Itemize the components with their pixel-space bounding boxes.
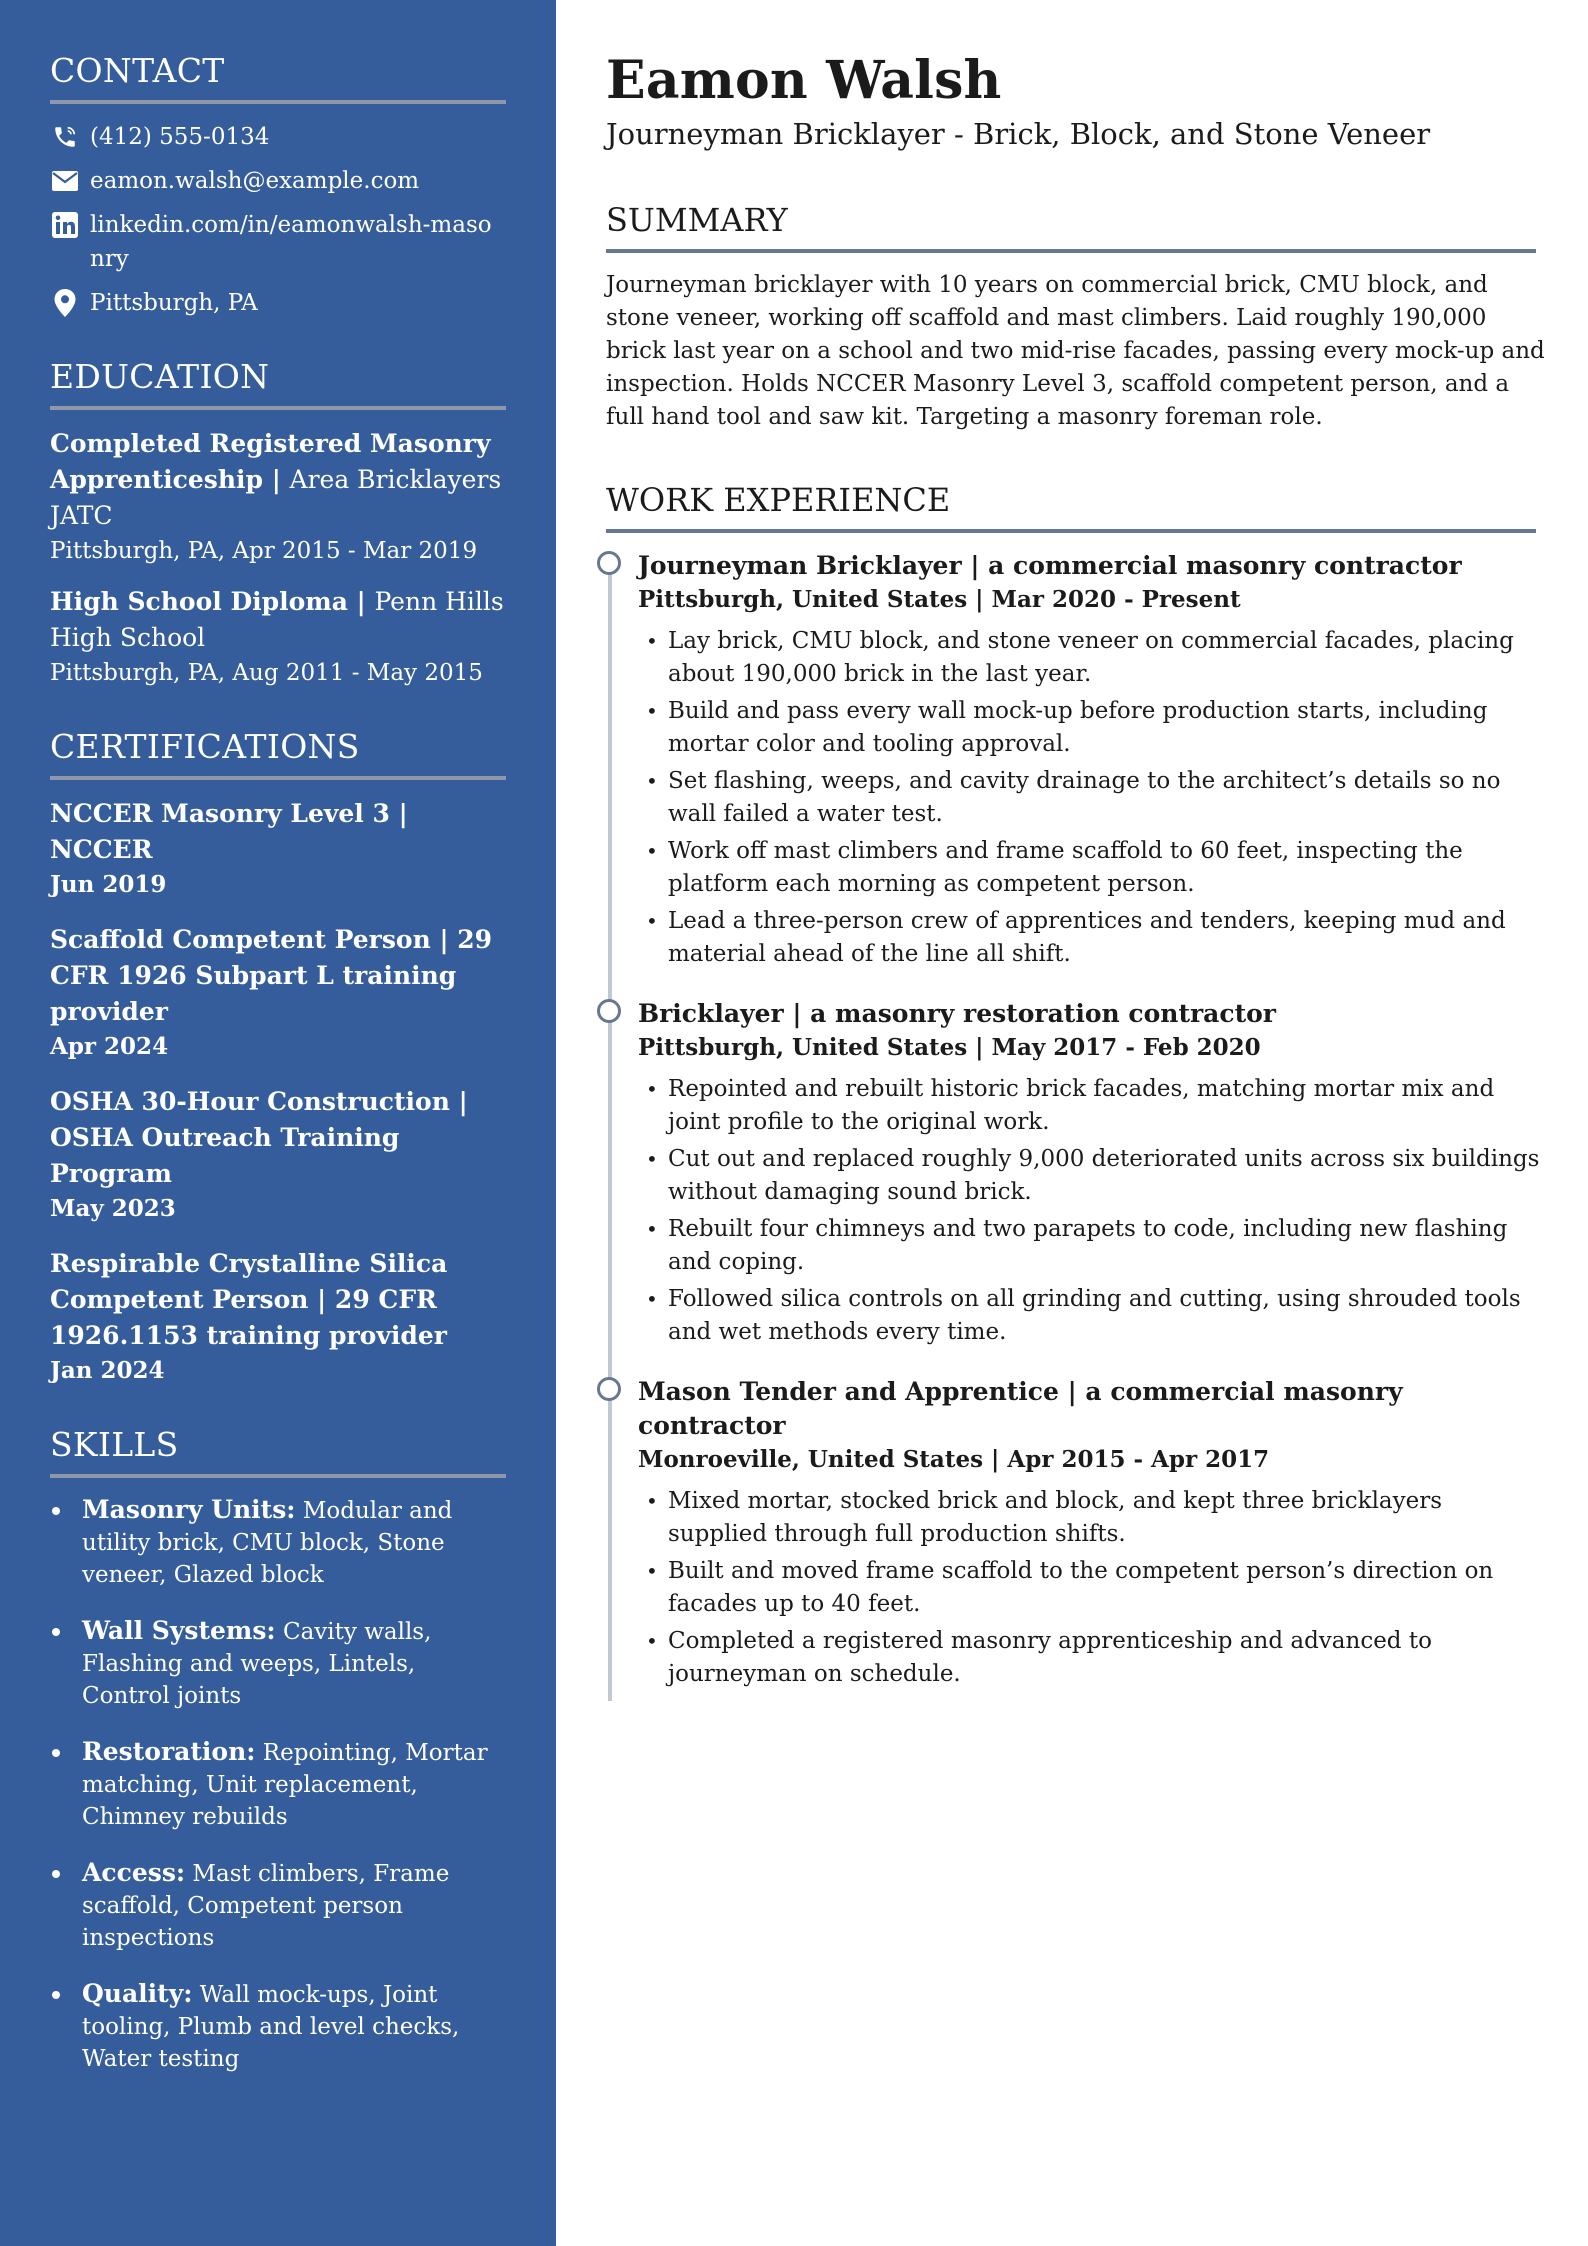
degree-separator: | <box>347 586 375 616</box>
skill-item <box>50 1736 506 1833</box>
certifications-heading: CERTIFICATIONS <box>50 726 360 766</box>
job-entry <box>638 1375 1548 1691</box>
skill-category: Restoration: <box>82 1736 256 1766</box>
experience-divider <box>606 529 1536 533</box>
education-location-dates: Pittsburgh, PA, Aug 2011 - May 2015 <box>50 659 483 686</box>
linkedin-icon <box>50 210 80 240</box>
education-section <box>50 358 506 690</box>
certification-entry <box>50 796 506 902</box>
timeline-dot-icon <box>597 551 621 575</box>
job-location-dates: Pittsburgh, United States | Mar 2020 - Present <box>638 585 1241 613</box>
job-bullet: • Set flashing, weeps, and cavity drainage to the architect’s details so no wall failed a water test. <box>638 765 1548 831</box>
job-bullet: • Lead a three-person crew of apprentices and tenders, keeping mud and material ahead of the line all shift. <box>638 905 1548 971</box>
job-location-dates: Monroeville, United States | Apr 2015 - Apr 2017 <box>638 1445 1270 1473</box>
experience-timeline <box>606 549 1548 1691</box>
job-bullet: • Build and pass every wall mock-up before production starts, including mortar color and tooling approval. <box>638 695 1548 761</box>
job-bullet: • Cut out and replaced roughly 9,000 deteriorated units across six buildings without damaging sound brick. <box>638 1143 1548 1209</box>
contact-linkedin <box>50 208 506 276</box>
certification-date: May 2023 <box>50 1194 176 1222</box>
skill-values: Repointing, Mortar matching, Unit replacement, Chimney rebuilds <box>82 1739 488 1830</box>
candidate-title: Journeyman Bricklayer - Brick, Block, and Stone Veneer <box>606 117 1431 152</box>
education-divider <box>50 406 506 410</box>
summary-section <box>606 202 1548 434</box>
certifications-section <box>50 728 506 1388</box>
skill-category: Quality: <box>82 1978 193 2008</box>
skill-category: Masonry Units: <box>82 1494 296 1524</box>
timeline-dot-icon <box>597 1377 621 1401</box>
timeline-line <box>608 561 612 1701</box>
linkedin-link[interactable]: linkedin.com/in/eamonwalsh-masonry <box>90 211 492 272</box>
degree-title: Completed Registered Masonry Apprenticeship <box>50 428 491 494</box>
job-title: Journeyman Bricklayer | a commercial masonry contractor <box>638 550 1462 580</box>
job-entry <box>638 549 1548 971</box>
job-entry <box>638 997 1548 1349</box>
job-bullet: • Mixed mortar, stocked brick and block, and kept three bricklayers supplied through full production shifts. <box>638 1485 1548 1551</box>
email-icon <box>50 166 80 196</box>
summary-heading: SUMMARY <box>606 201 788 240</box>
education-entry <box>50 426 506 568</box>
degree-separator: | <box>263 464 290 494</box>
job-bullets <box>638 1485 1548 1691</box>
education-heading: EDUCATION <box>50 356 270 396</box>
job-bullets <box>638 1073 1548 1349</box>
skill-item <box>50 1857 506 1954</box>
certification-date: Apr 2024 <box>50 1032 169 1060</box>
certification-date: Jan 2024 <box>50 1356 165 1384</box>
candidate-name: Eamon Walsh <box>606 50 1002 111</box>
job-bullet: • Rebuilt four chimneys and two parapets to code, including new flashing and coping. <box>638 1213 1548 1279</box>
job-title: Bricklayer | a masonry restoration contractor <box>638 998 1276 1028</box>
skill-category: Access: <box>82 1857 186 1887</box>
location-text: Pittsburgh, PA <box>90 289 258 316</box>
certification-name: NCCER Masonry Level 3 | NCCER <box>50 798 408 864</box>
contact-heading: CONTACT <box>50 51 225 90</box>
email-link[interactable]: eamon.walsh@example.com <box>90 167 420 194</box>
contact-section <box>50 52 506 320</box>
school-name: Penn Hills High School <box>50 586 504 652</box>
skill-item <box>50 1978 506 2075</box>
skill-values: Mast climbers, Frame scaffold, Competent person inspections <box>82 1860 450 1951</box>
certification-name: Scaffold Competent Person | 29 CFR 1926 Subpart L training provider <box>50 924 493 1026</box>
school-name: Area Bricklayers JATC <box>50 464 502 530</box>
contact-divider <box>50 100 506 104</box>
certification-entry <box>50 1246 506 1388</box>
certification-name: Respirable Crystalline Silica Competent Person | 29 CFR 1926.1153 training provider <box>50 1248 448 1350</box>
job-bullet: • Followed silica controls on all grinding and cutting, using shrouded tools and wet methods every time. <box>638 1283 1548 1349</box>
degree-title: High School Diploma <box>50 586 348 616</box>
job-location-dates: Pittsburgh, United States | May 2017 - Feb 2020 <box>638 1033 1261 1061</box>
skill-item <box>50 1494 506 1591</box>
skill-values: Cavity walls, Flashing and weeps, Lintels, Control joints <box>82 1618 432 1709</box>
job-bullet: • Repointed and rebuilt historic brick facades, matching mortar mix and joint profile to the original work. <box>638 1073 1548 1139</box>
skills-list <box>50 1494 506 2075</box>
sidebar <box>0 0 556 2246</box>
contact-email <box>50 164 506 198</box>
phone-text: (412) 555-0134 <box>90 123 270 150</box>
certification-entry <box>50 922 506 1064</box>
job-bullet: • Built and moved frame scaffold to the competent person’s direction on facades up to 40 feet. <box>638 1555 1548 1621</box>
education-location-dates: Pittsburgh, PA, Apr 2015 - Mar 2019 <box>50 537 478 564</box>
job-bullets <box>638 625 1548 971</box>
main-content <box>556 0 1588 2246</box>
location-pin-icon <box>50 288 80 318</box>
experience-section <box>606 482 1548 1691</box>
skill-item <box>50 1615 506 1712</box>
phone-icon <box>50 122 80 152</box>
summary-divider <box>606 249 1536 253</box>
resume-header <box>606 50 1548 154</box>
job-bullet: • Lay brick, CMU block, and stone veneer on commercial facades, placing about 190,000 brick in the last year. <box>638 625 1548 691</box>
skills-divider <box>50 1474 506 1478</box>
certifications-divider <box>50 776 506 780</box>
skill-values: Modular and utility brick, CMU block, Stone veneer, Glazed block <box>82 1497 453 1588</box>
summary-text: Journeyman bricklayer with 10 years on commercial brick, CMU block, and stone veneer, working off scaffold and mast climbers. Laid roughly 190,000 brick last year on a school and two mid-rise facades, passing every mock-up and inspection. Holds NCCER Masonry Level 3, scaffold competent person, and a full hand tool and saw kit. Targeting a masonry foreman role. <box>606 271 1545 430</box>
skill-values: Wall mock-ups, Joint tooling, Plumb and level checks, Water testing <box>82 1981 460 2072</box>
certification-entry <box>50 1084 506 1226</box>
skills-heading: SKILLS <box>50 1424 179 1464</box>
job-title: Mason Tender and Apprentice | a commercial masonry contractor <box>638 1376 1403 1440</box>
education-entry <box>50 584 506 690</box>
certification-name: OSHA 30-Hour Construction | OSHA Outreach Training Program <box>50 1086 468 1188</box>
contact-location <box>50 286 506 320</box>
job-bullet: • Work off mast climbers and frame scaffold to 60 feet, inspecting the platform each morning as competent person. <box>638 835 1548 901</box>
job-bullet: • Completed a registered masonry apprenticeship and advanced to journeyman on schedule. <box>638 1625 1548 1691</box>
contact-phone <box>50 120 506 154</box>
skill-category: Wall Systems: <box>82 1615 276 1645</box>
certification-date: Jun 2019 <box>50 870 167 898</box>
experience-heading: WORK EXPERIENCE <box>606 480 951 519</box>
skills-section <box>50 1426 506 2075</box>
timeline-dot-icon <box>597 999 621 1023</box>
